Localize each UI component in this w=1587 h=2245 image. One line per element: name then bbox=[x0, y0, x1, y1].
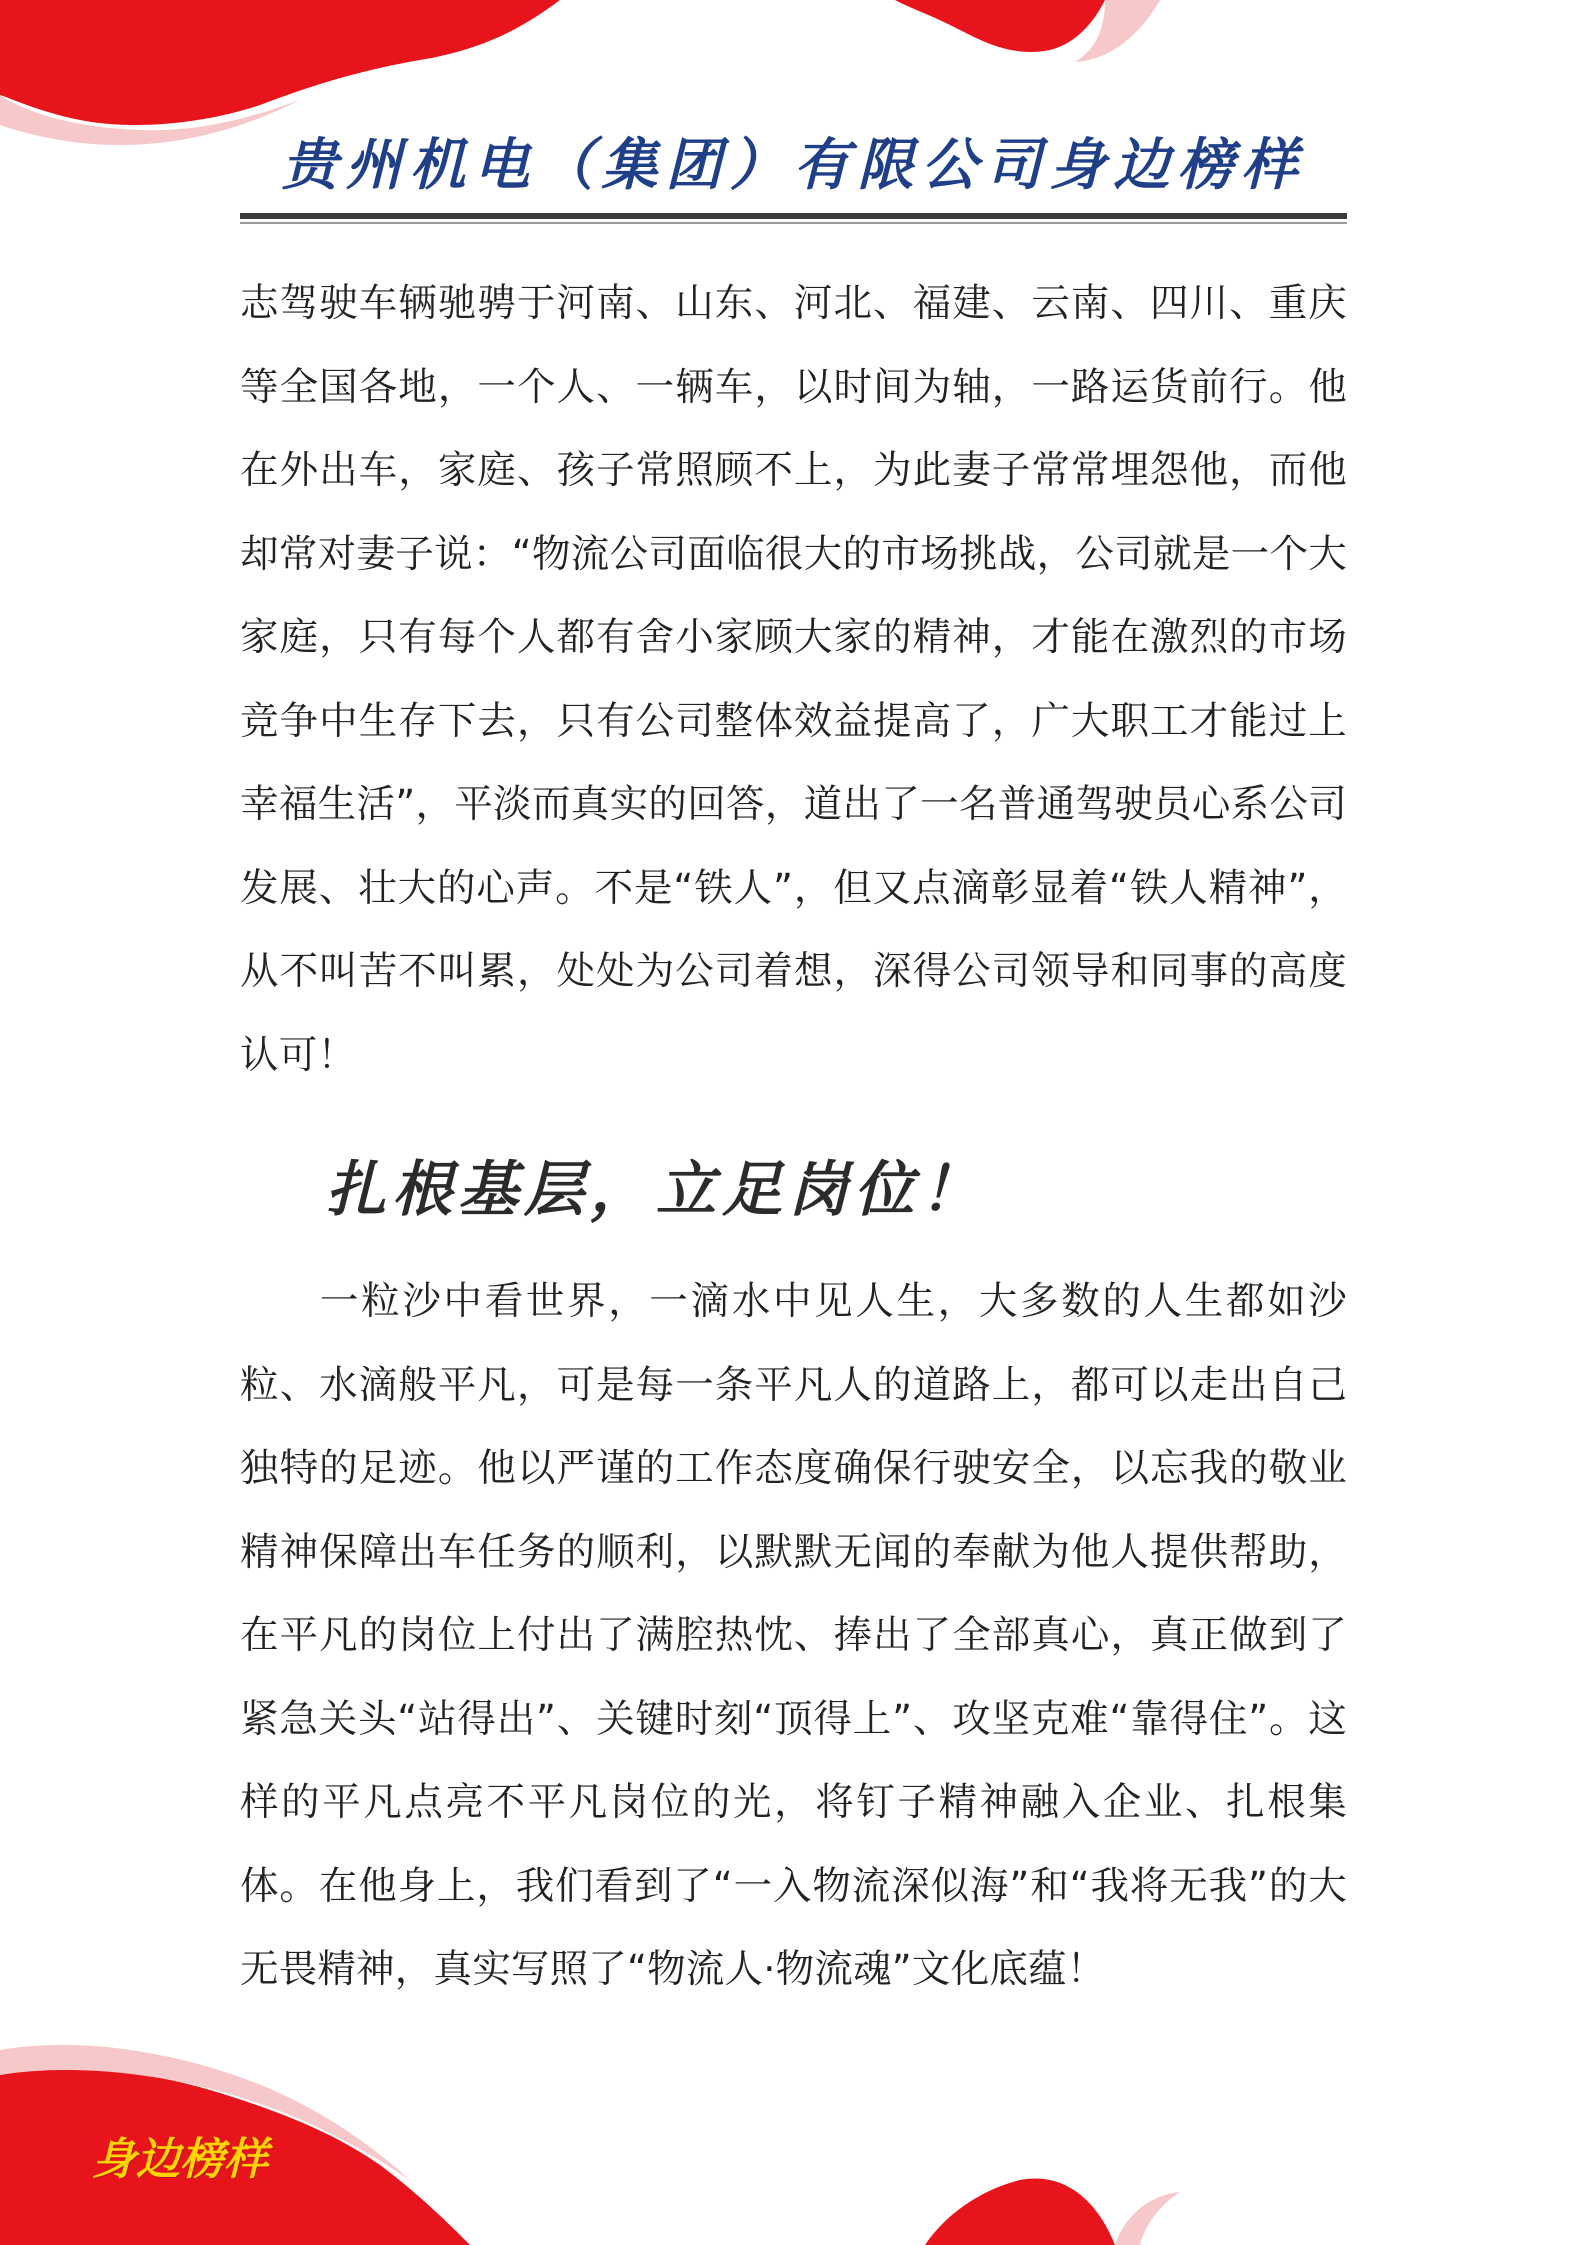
bottom-right-pink-wave bbox=[1115, 2192, 1180, 2245]
footer-tag: 身边榜样 bbox=[92, 2134, 268, 2185]
header-title: 贵州机电（集团）有限公司身边榜样 bbox=[281, 132, 1306, 198]
bottom-center-red-wave bbox=[925, 2178, 1115, 2245]
top-left-red-wave bbox=[0, 0, 560, 125]
header-rule-thick bbox=[240, 213, 1347, 219]
body-paragraph-1: 志驾驶车辆驰骋于河南、山东、河北、福建、云南、四川、重庆等全国各地，一个人、一辆车，以时间为轴，一路运货前行。他在外出车，家庭、孩子常照顾不上，为此妻子常常埋怨他，而他却常对妻子说：“物流公司面临很大的市场挑战，公司就是一个大家庭，只有每个人都有舍小家顾大家的精神，才能在激烈的市场竞争中生存下去，只有公司整体效益提高了，广大职工才能过上幸福生活”，平淡而真实的回答，道出了一名普通驾驶员心系公司发展、壮大的心声。不是“铁人”，但又点滴彰显着“铁人精神”，从不叫苦不叫累，处处为公司着想，深得公司领导和同事的高度认可！ bbox=[240, 281, 1347, 1078]
body-paragraph-2: 一粒沙中看世界，一滴水中见人生，大多数的人生都如沙粒、水滴般平凡，可是每一条平凡人的道路上，都可以走出自己独特的足迹。他以严谨的工作态度确保行驶安全，以忘我的敬业精神保障出车任务的顺利，以默默无闻的奉献为他人提供帮助，在平凡的岗位上付出了满腔热忱、捧出了全部真心，真正做到了紧急关头“站得出”、关键时刻“顶得上”、攻坚克难“靠得住”。这样的平凡点亮不平凡岗位的光，将钉子精神融入企业、扎根集体。在他身上，我们看到了“一入物流深似海”和“我将无我”的大无畏精神，真实写照了“物流人·物流魂”文化底蕴！ bbox=[240, 1279, 1347, 1992]
header-rule-thin bbox=[240, 222, 1347, 224]
top-right-red-wave bbox=[895, 0, 1105, 52]
section-heading: 扎根基层，立足岗位！ bbox=[326, 1155, 986, 1225]
